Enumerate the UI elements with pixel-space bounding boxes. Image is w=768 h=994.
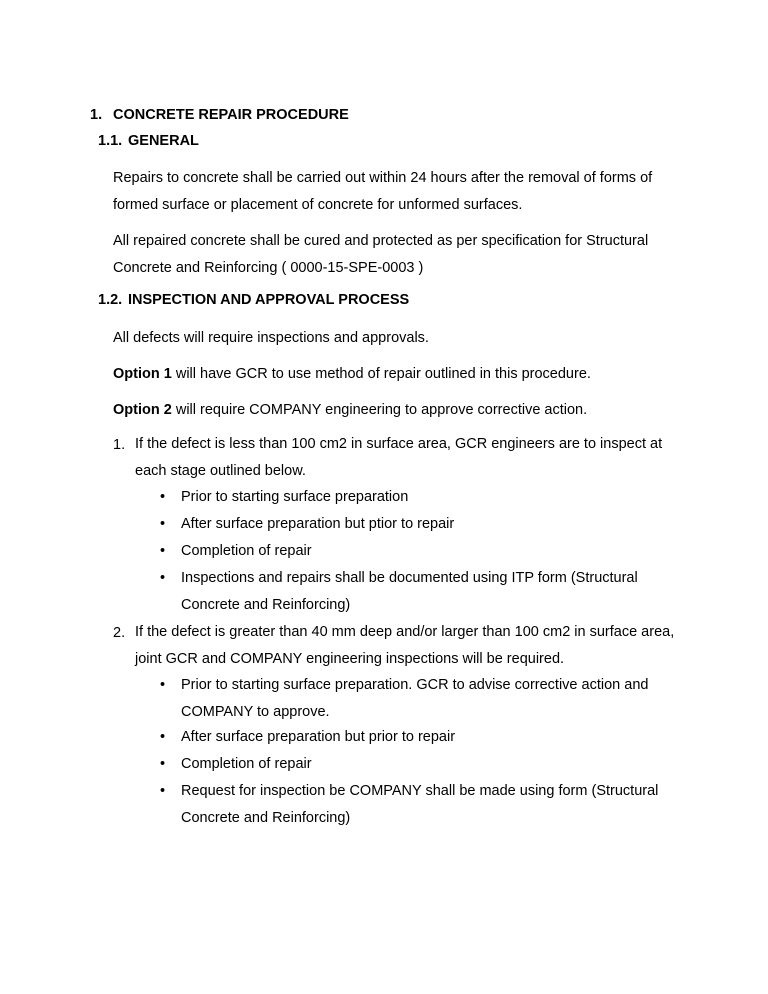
inspection-paragraph: All defects will require inspections and approvals. [113,330,429,346]
list-bullet: Completion of repair [181,543,312,559]
list-bullet: Request for inspection be COMPANY shall be made using form (Structural Concrete and Reinforcing) [181,783,659,826]
list-bullet: After surface preparation but prior to repair [181,729,456,745]
subsection-number: 1.2. [98,292,123,308]
list-item-text: If the defect is greater than 40 mm deep and/or larger than 100 cm2 in surface area, joint GCR and COMPANY engineering inspections will be required. [135,624,675,667]
bullet-icon: • [160,489,166,505]
bullet-icon: • [160,677,166,693]
list-bullet: Completion of repair [181,756,312,772]
bullet-icon: • [160,543,166,559]
option-2-label: Option 2 [113,402,172,418]
list-item-number: 2. [113,625,126,641]
section-number: 1. [90,107,103,123]
list-bullet: Prior to starting surface preparation [181,489,409,505]
list-item-number: 1. [113,437,126,453]
bullet-icon: • [160,516,166,532]
section-title: CONCRETE REPAIR PROCEDURE [113,107,349,123]
list-item-text: If the defect is less than 100 cm2 in surface area, GCR engineers are to inspect at each stage outlined below. [135,436,663,479]
list-bullet: After surface preparation but ptior to repair [181,516,455,532]
option-1-text: will have GCR to use method of repair outlined in this procedure. [171,366,591,382]
bullet-icon: • [160,783,166,799]
general-paragraph-2: All repaired concrete shall be cured and protected as per specification for Structural Concrete and Reinforcing ( 0000-15-SPE-0003 ) [113,233,649,276]
option-2-text: will require COMPANY engineering to approve corrective action. [171,402,588,418]
subsection-title: GENERAL [128,133,199,149]
option-2-line [113,402,587,418]
general-paragraph-1: Repairs to concrete shall be carried out within 24 hours after the removal of forms of formed surface or placement of concrete for unformed surfaces. [113,170,653,213]
bullet-icon: • [160,570,166,586]
option-1-label: Option 1 [113,366,172,382]
list-bullet: Prior to starting surface preparation. GCR to advise corrective action and COMPANY to approve. [181,677,649,720]
list-bullet: Inspections and repairs shall be documented using ITP form (Structural Concrete and Reinforcing) [181,570,638,613]
bullet-icon: • [160,756,166,772]
subsection-number: 1.1. [98,133,123,149]
subsection-title: INSPECTION AND APPROVAL PROCESS [128,292,410,308]
bullet-icon: • [160,729,166,745]
option-1-line [113,366,591,382]
